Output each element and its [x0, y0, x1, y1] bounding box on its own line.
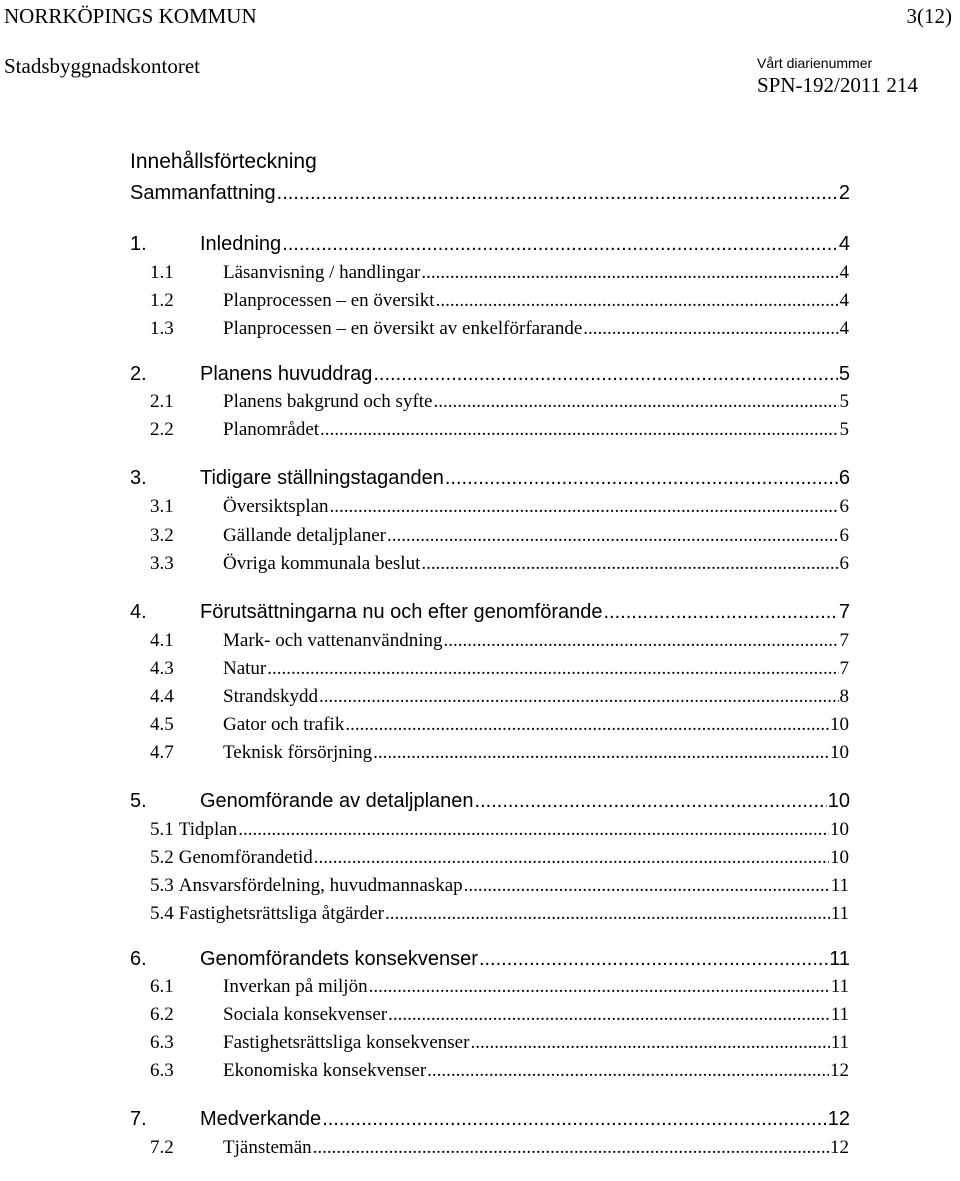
- toc-section-number: 5.: [130, 790, 147, 812]
- toc-leader-dots: [277, 180, 838, 206]
- toc-page-number: 12: [830, 1060, 849, 1081]
- toc-item-number: 5.2: [150, 847, 174, 868]
- toc-page-number: 6: [839, 525, 849, 546]
- toc-page-number: 5: [839, 419, 849, 440]
- toc-item[interactable]: [0, 288, 960, 314]
- toc-item-label: Ekonomiska konsekvenser: [223, 1060, 427, 1081]
- toc-item[interactable]: [0, 740, 960, 766]
- toc-item-number: 3.2: [150, 525, 174, 546]
- toc-leader-dots: [421, 260, 838, 286]
- toc-item-number: 4.1: [150, 630, 174, 651]
- toc-leader-dots: [345, 712, 829, 738]
- toc-page-number: 11: [830, 875, 849, 896]
- toc-leader-dots: [238, 817, 829, 843]
- toc-item-label: Gällande detaljplaner: [223, 525, 387, 546]
- toc-leader-dots: [388, 1002, 830, 1028]
- toc-page-number: 4: [839, 262, 849, 283]
- toc-leader-dots: [464, 873, 830, 899]
- reference-number: SPN-192/2011 214: [757, 73, 918, 97]
- toc-leader-dots: [445, 465, 838, 491]
- toc-leader-dots: [313, 1135, 829, 1161]
- toc-page-number: 7: [838, 601, 850, 623]
- toc-section-number: 3.: [130, 467, 147, 489]
- toc-item-label: Planens bakgrund och syfte: [223, 391, 433, 412]
- toc-page-number: 5: [838, 363, 850, 385]
- toc-item[interactable]: [0, 1002, 960, 1028]
- toc-leader-dots: [475, 788, 827, 814]
- toc-section[interactable]: [0, 361, 960, 387]
- toc-leader-dots: [330, 494, 839, 520]
- toc-section-label: Sammanfattning: [130, 182, 276, 204]
- toc-item-label: Teknisk försörjning: [223, 742, 373, 763]
- toc-item-number: 1.1: [150, 262, 174, 283]
- toc-page-number: 4: [838, 233, 850, 255]
- toc-leader-dots: [314, 845, 829, 871]
- toc-item[interactable]: [0, 260, 960, 286]
- toc-item[interactable]: [0, 684, 960, 710]
- toc-section-label: Planens huvuddrag: [200, 363, 373, 385]
- toc-leader-dots: [373, 740, 829, 766]
- toc-item-number: 1.3: [150, 318, 174, 339]
- toc-leader-dots: [427, 1058, 829, 1084]
- toc-page-number: 11: [830, 1032, 849, 1053]
- toc-leader-dots: [373, 361, 838, 387]
- toc-leader-dots: [603, 599, 837, 625]
- toc-item-label: Övriga kommunala beslut: [223, 553, 421, 574]
- toc-page-number: 7: [839, 658, 849, 679]
- toc-page-number: 11: [830, 903, 849, 924]
- toc-section-number: 2.: [130, 363, 147, 385]
- toc-item-label: Översiktsplan: [223, 496, 329, 517]
- toc-item[interactable]: [0, 873, 960, 899]
- toc-item[interactable]: [0, 1030, 960, 1056]
- toc-page-number: 4: [839, 290, 849, 311]
- toc-page-number: 10: [827, 790, 850, 812]
- toc-page-number: 6: [838, 467, 850, 489]
- toc-leader-dots: [583, 316, 838, 342]
- toc-leader-dots: [470, 1030, 829, 1056]
- toc-item-number: 7.2: [150, 1137, 174, 1158]
- toc-item-label: Planprocessen – en översikt av enkelförfarande: [223, 318, 583, 339]
- toc-item-label: Fastighetsrättsliga konsekvenser: [223, 1032, 470, 1053]
- toc-leader-dots: [320, 417, 838, 443]
- toc-item-number: 4.5: [150, 714, 174, 735]
- toc-page-number: 10: [830, 819, 849, 840]
- toc-item-number: 2.1: [150, 391, 174, 412]
- toc-page-number: 10: [830, 714, 849, 735]
- toc-page-number: 7: [839, 630, 849, 651]
- toc-item-number: 6.1: [150, 976, 174, 997]
- toc-item-label: Läsanvisning / handlingar: [223, 262, 421, 283]
- toc-leader-dots: [282, 231, 838, 257]
- toc-item-label: Inverkan på miljön: [223, 976, 368, 997]
- toc-item[interactable]: [0, 712, 960, 738]
- toc-section[interactable]: [0, 465, 960, 491]
- toc-item-label: Tjänstemän: [223, 1137, 312, 1158]
- toc-leader-dots: [369, 974, 830, 1000]
- toc-item-number: 4.7: [150, 742, 174, 763]
- toc-page-number: 10: [830, 847, 849, 868]
- toc-section[interactable]: [0, 180, 960, 206]
- page-indicator: 3(12): [906, 4, 952, 28]
- toc-item-label: Gator och trafik: [223, 714, 345, 735]
- toc-section-label: Tidigare ställningstaganden: [200, 467, 444, 489]
- reference-label: Vårt diarienummer: [757, 55, 873, 71]
- toc-leader-dots: [436, 288, 839, 314]
- toc-item-number: 3.3: [150, 553, 174, 574]
- toc-item-number: 5.4: [150, 903, 174, 924]
- toc-item-label: Fastighetsrättsliga åtgärder: [178, 903, 384, 924]
- toc-item[interactable]: [0, 1135, 960, 1161]
- toc-leader-dots: [319, 684, 839, 710]
- toc-leader-dots: [267, 656, 838, 682]
- toc-page-number: 11: [830, 1004, 849, 1025]
- toc-item-number: 5.1: [150, 819, 174, 840]
- toc-page-number: 6: [839, 553, 849, 574]
- toc-section[interactable]: [0, 231, 960, 257]
- toc-page-number: 8: [839, 686, 849, 707]
- toc-item-label: Natur: [223, 658, 267, 679]
- department: Stadsbyggnadskontoret: [4, 54, 200, 78]
- toc-section-number: 6.: [130, 948, 147, 970]
- toc-leader-dots: [322, 1106, 827, 1132]
- toc-item-number: 6.2: [150, 1004, 174, 1025]
- toc-item[interactable]: [0, 901, 960, 927]
- toc-page-number: 11: [829, 948, 850, 970]
- toc-item-number: 1.2: [150, 290, 174, 311]
- toc-item-number: 4.4: [150, 686, 174, 707]
- toc-item-number: 3.1: [150, 496, 174, 517]
- toc-item[interactable]: [0, 628, 960, 654]
- toc-page-number: 12: [830, 1137, 849, 1158]
- toc-page-number: 10: [830, 742, 849, 763]
- toc-item-number: 6.3: [150, 1060, 174, 1081]
- toc-section-number: 1.: [130, 233, 147, 255]
- toc-leader-dots: [433, 389, 838, 415]
- toc-page-number: 11: [830, 976, 849, 997]
- toc-leader-dots: [479, 946, 828, 972]
- org-name: NORRKÖPINGS KOMMUN: [4, 4, 257, 28]
- toc-section[interactable]: [0, 599, 960, 625]
- toc-leader-dots: [421, 551, 838, 577]
- toc-item[interactable]: [0, 845, 960, 871]
- toc-page-number: 6: [839, 496, 849, 517]
- toc-item-label: Sociala konsekvenser: [223, 1004, 388, 1025]
- toc-item[interactable]: [0, 417, 960, 443]
- toc-item[interactable]: [0, 1058, 960, 1084]
- toc-section-number: 4.: [130, 601, 147, 623]
- toc-item-number: 2.2: [150, 419, 174, 440]
- toc-section-label: Förutsättningarna nu och efter genomförande: [200, 601, 603, 623]
- toc-item[interactable]: [0, 656, 960, 682]
- toc-page-number: 5: [839, 391, 849, 412]
- toc-item[interactable]: [0, 523, 960, 549]
- toc-leader-dots: [385, 901, 830, 927]
- toc-item[interactable]: [0, 817, 960, 843]
- toc-item-number: 5.3: [150, 875, 174, 896]
- toc-section[interactable]: [0, 788, 960, 814]
- toc-item-label: Genomförandetid: [178, 847, 313, 868]
- toc-item-label: Ansvarsfördelning, huvudmannaskap: [178, 875, 463, 896]
- toc-section-label: Genomförandets konsekvenser: [200, 948, 478, 970]
- toc-title: Innehållsförteckning: [130, 150, 317, 173]
- toc-item-label: Tidplan: [178, 819, 238, 840]
- toc-section[interactable]: [0, 946, 960, 972]
- toc-item-label: Mark- och vattenanvändning: [223, 630, 443, 651]
- toc-item[interactable]: [0, 316, 960, 342]
- toc-section[interactable]: [0, 1106, 960, 1132]
- toc-item-label: Planprocessen – en översikt: [223, 290, 435, 311]
- toc-page-number: 12: [827, 1108, 850, 1130]
- toc-section-label: Inledning: [200, 233, 282, 255]
- toc-page-number: 2: [838, 182, 850, 204]
- toc-section-label: Genomförande av detaljplanen: [200, 790, 474, 812]
- toc-item-number: 4.3: [150, 658, 174, 679]
- toc-item[interactable]: [0, 551, 960, 577]
- toc-leader-dots: [387, 523, 838, 549]
- toc-leader-dots: [443, 628, 838, 654]
- toc-item-label: Planområdet: [223, 419, 320, 440]
- toc-item[interactable]: [0, 389, 960, 415]
- toc-page-number: 4: [839, 318, 849, 339]
- toc-section-number: 7.: [130, 1108, 147, 1130]
- toc-item-number: 6.3: [150, 1032, 174, 1053]
- toc-item[interactable]: [0, 494, 960, 520]
- toc-item[interactable]: [0, 974, 960, 1000]
- toc-section-label: Medverkande: [200, 1108, 322, 1130]
- toc-item-label: Strandskydd: [223, 686, 318, 707]
